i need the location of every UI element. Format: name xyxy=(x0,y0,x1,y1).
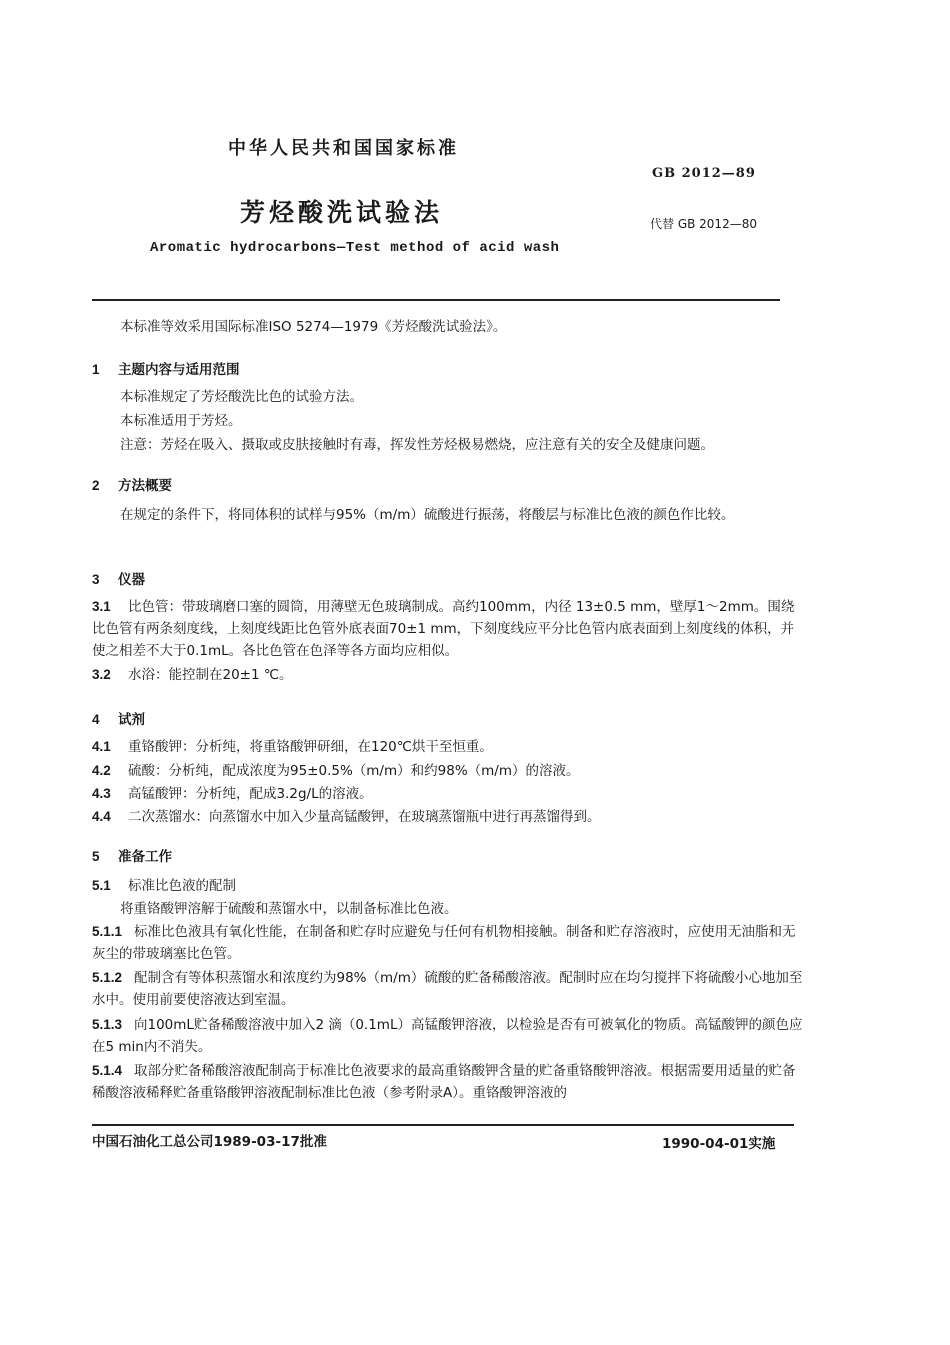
clause-text: 向100mL贮备稀酸溶液中加入2 滴（0.1mL）高锰酸钾溶液，以检验是否有可被氧化的物质。高锰酸钾的颜色应在5 min内不消失。 xyxy=(92,1017,803,1055)
clause-number: 5.1.4 xyxy=(92,1063,123,1078)
clause-5-1 xyxy=(92,875,236,897)
clause-number: 5.1.3 xyxy=(92,1017,123,1032)
clause-4-4 xyxy=(92,806,601,828)
section-2-paragraph: 在规定的条件下，将同体积的试样与95%（m/m）硫酸进行振荡，将酸层与标准比色液的颜色作比较。 xyxy=(120,507,735,523)
clause-text: 硫酸：分析纯，配成浓度为95±0.5%（m/m）和约98%（m/m）的溶液。 xyxy=(128,763,580,779)
section-number: 4 xyxy=(92,712,100,727)
page-title: 芳烃酸洗试验法 xyxy=(240,198,444,227)
section-number: 2 xyxy=(92,478,100,493)
clause-5-1-3 xyxy=(92,1014,804,1058)
clause-text: 配制含有等体积蒸馏水和浓度约为98%（m/m）硫酸的贮备稀酸溶液。配制时应在均匀搅拌下将硫酸小心地加至水中。使用前要使溶液达到室温。 xyxy=(92,970,803,1008)
section-number: 5 xyxy=(92,849,100,864)
approval-date: 中国石油化工总公司1989-03-17批准 xyxy=(92,1134,327,1150)
clause-number: 4.3 xyxy=(92,786,111,801)
section-3-heading xyxy=(92,568,145,588)
clause-4-2 xyxy=(92,760,580,782)
clause-text: 高锰酸钾：分析纯，配成3.2g/L的溶液。 xyxy=(128,786,373,802)
safety-note: 注意：芳烃在吸入、摄取或皮肤接触时有毒，挥发性芳烃极易燃烧，应注意有关的安全及健康问题。 xyxy=(120,437,714,453)
clause-text: 标准比色液的配制 xyxy=(128,878,236,894)
clause-5-1-4 xyxy=(92,1060,804,1104)
clause-number: 3.2 xyxy=(92,667,111,682)
section-1-paragraph: 本标准规定了芳烃酸洗比色的试验方法。 xyxy=(120,389,363,405)
clause-number: 5.1.2 xyxy=(92,970,123,985)
clause-number: 5.1 xyxy=(92,878,111,893)
footer-divider xyxy=(92,1124,794,1126)
clause-4-3 xyxy=(92,783,373,805)
clause-text: 标准比色液具有氧化性能，在制备和贮存时应避免与任何有机物相接触。制备和贮存溶液时，应使用无油脂和无灰尘的带玻璃塞比色管。 xyxy=(92,924,796,962)
header-divider xyxy=(92,299,780,301)
section-number: 3 xyxy=(92,572,100,587)
section-1-heading xyxy=(92,358,240,378)
intro-paragraph: 本标准等效采用国际标准ISO 5274—1979《芳烃酸洗试验法》。 xyxy=(120,319,507,335)
effective-date: 1990-04-01实施 xyxy=(662,1136,776,1152)
section-number: 1 xyxy=(92,362,100,377)
clause-text: 水浴：能控制在20±1 ℃。 xyxy=(128,667,293,683)
section-title: 主题内容与适用范围 xyxy=(118,362,240,378)
replaces-standard: 代替 GB 2012—80 xyxy=(650,217,757,231)
section-title: 仪器 xyxy=(118,572,145,588)
national-standard-label: 中华人民共和国国家标准 xyxy=(228,138,459,159)
clause-text: 取部分贮备稀酸溶液配制高于标准比色液要求的最高重铬酸钾含量的贮备重铬酸钾溶液。根据需要用适量的贮备稀酸溶液稀释贮备重铬酸钾溶液配制标准比色液（参考附录A）。重铬酸钾溶液的 xyxy=(92,1063,796,1101)
clause-3-2 xyxy=(92,664,293,686)
clause-text: 重铬酸钾：分析纯，将重铬酸钾研细，在120℃烘干至恒重。 xyxy=(128,739,493,755)
standard-number: GB 2012—89 xyxy=(652,166,756,181)
clause-number: 4.1 xyxy=(92,739,111,754)
clause-5-1-paragraph: 将重铬酸钾溶解于硫酸和蒸馏水中，以制备标准比色液。 xyxy=(120,901,458,917)
clause-4-1 xyxy=(92,736,493,758)
section-2-heading xyxy=(92,474,172,494)
clause-number: 3.1 xyxy=(92,599,111,614)
clause-5-1-2 xyxy=(92,967,804,1011)
section-title: 方法概要 xyxy=(118,478,172,494)
section-title: 试剂 xyxy=(118,712,145,728)
section-1-paragraph: 本标准适用于芳烃。 xyxy=(120,413,242,429)
section-5-heading xyxy=(92,845,172,865)
clause-number: 4.2 xyxy=(92,763,111,778)
english-title: Aromatic hydrocarbons—Test method of acid wash xyxy=(150,240,560,256)
clause-text: 比色管：带玻璃磨口塞的圆筒，用薄壁无色玻璃制成。高约100mm，内径 13±0.5 mm，壁厚1～2mm。围绕比色管有两条刻度线，上刻度线距比色管外底表面70±1 mm，下刻度线应平分比色管内底表面到上刻度线的体积，并使之相差不大于0.1mL。各比色管在色泽等各方面均应相似。 xyxy=(92,599,795,659)
clause-number: 5.1.1 xyxy=(92,924,123,939)
clause-number: 4.4 xyxy=(92,809,111,824)
section-4-heading xyxy=(92,708,145,728)
clause-3-1 xyxy=(92,596,804,662)
clause-text: 二次蒸馏水：向蒸馏水中加入少量高锰酸钾，在玻璃蒸馏瓶中进行再蒸馏得到。 xyxy=(128,809,601,825)
clause-5-1-1 xyxy=(92,921,804,965)
section-title: 准备工作 xyxy=(118,849,172,865)
